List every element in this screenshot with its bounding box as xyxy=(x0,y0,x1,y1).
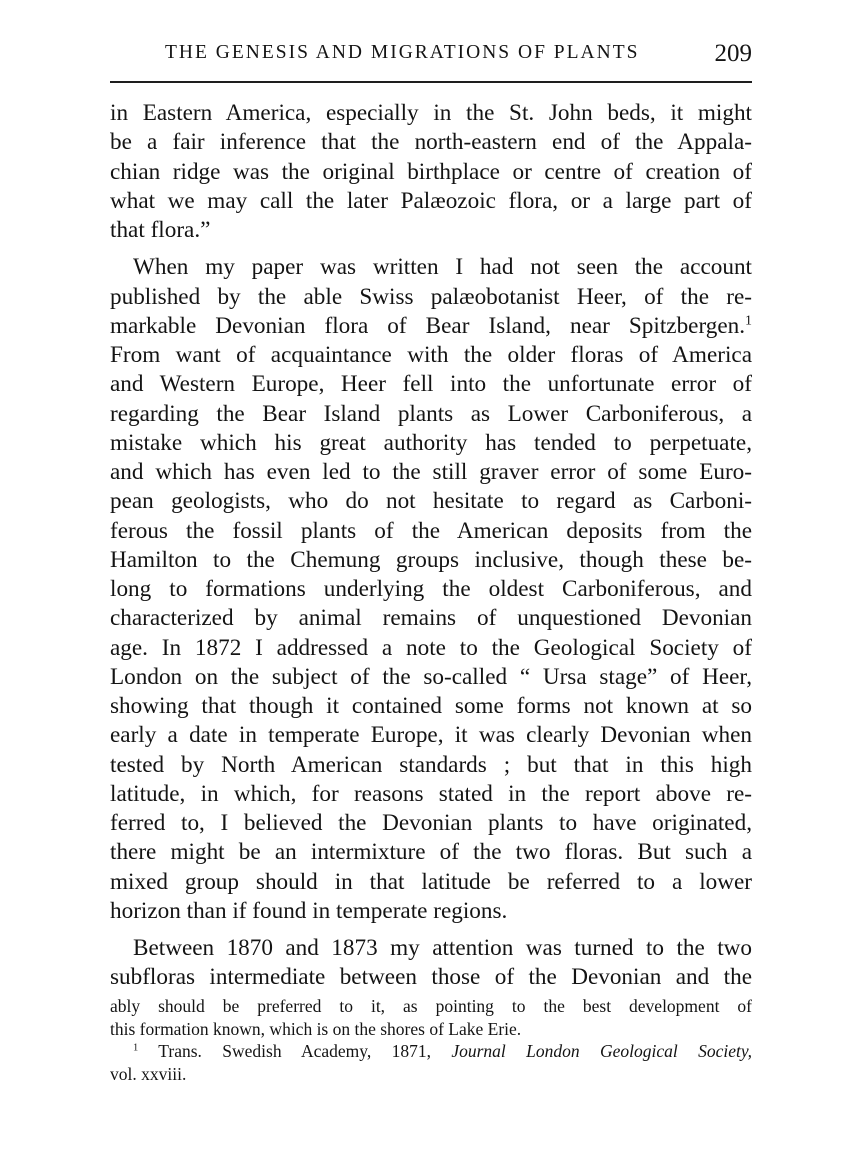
body-text xyxy=(110,99,752,993)
text-line: ferous the fossil plants of the American deposits from the xyxy=(110,517,752,544)
text-line: horizon than if found in temperate regions. xyxy=(110,897,508,924)
text-line: mixed group should in that latitude be referred to a lower xyxy=(110,868,752,895)
footnote-journal-title: Journal London Geological Society, xyxy=(451,1041,752,1061)
text-line: there might be an intermixture of the two floras. But such a xyxy=(110,839,752,866)
text-line: and Western Europe, Heer fell into the unfortunate error of xyxy=(110,371,752,398)
text-line: Between 1870 and 1873 my attention was turned to the two xyxy=(133,935,752,961)
footnote-continued-line: ably should be preferred to it, as pointing to the best development of xyxy=(110,996,752,1016)
text-line: chian ridge was the original birthplace or centre of creation of xyxy=(110,158,752,185)
running-title: THE GENESIS AND MIGRATIONS OF PLANTS xyxy=(165,42,640,63)
text-line: subfloras intermediate between those of the Devonian and the xyxy=(110,964,752,991)
text-line: and which has even led to the still graver error of some Euro- xyxy=(110,459,752,485)
text-line: published by the able Swiss palæobotanist Heer, of the re- xyxy=(110,283,752,310)
paragraph-continued xyxy=(110,99,752,245)
text-line: long to formations underlying the oldest Carboniferous, and xyxy=(110,576,752,602)
text-line: what we may call the later Palæozoic flora, or a large part of xyxy=(110,187,752,214)
text-line: age. In 1872 I addressed a note to the Geological Society of xyxy=(110,634,752,661)
paragraph-subfloras xyxy=(110,934,752,993)
text-line: showing that though it contained some forms not known at so xyxy=(110,693,752,719)
text-line: be a fair inference that the north-eastern end of the Appala- xyxy=(110,129,752,156)
text-span: markable Devonian flora of Bear Island, near Spitzbergen. xyxy=(110,312,746,339)
text-line: When my paper was written I had not seen the account xyxy=(133,254,752,281)
text-line: mistake which his great authority has tended to perpetuate, xyxy=(110,429,752,456)
text-line-with-footnote-ref xyxy=(110,312,752,341)
footnote-volume: vol. xxviii. xyxy=(110,1063,187,1084)
paragraph-heer xyxy=(110,253,752,926)
text-line: in Eastern America, especially in the St. John beds, it might xyxy=(110,100,752,126)
footnote-reference: 1 xyxy=(745,313,752,329)
text-line: that flora.” xyxy=(110,217,211,243)
footnote-marker: 1 xyxy=(133,1042,139,1054)
text-line: early a date in temperate Europe, it was clearly Devonian when xyxy=(110,722,752,749)
page-number: 209 xyxy=(714,40,752,67)
footnote-text: Trans. Swedish Academy, 1871, xyxy=(158,1041,431,1061)
text-line: Hamilton to the Chemung groups inclusive, though these be- xyxy=(110,546,752,573)
text-line: ferred to, I believed the Devonian plants to have originated, xyxy=(110,810,752,836)
text-line: tested by North American standards ; but that in this high xyxy=(110,751,752,778)
running-header xyxy=(110,42,752,72)
text-line: characterized by animal remains of unquestioned Devonian xyxy=(110,605,752,632)
header-rule xyxy=(110,81,752,83)
text-line: regarding the Bear Island plants as Lower Carboniferous, a xyxy=(110,400,752,427)
footnote-continued-line: this formation known, which is on the shores of Lake Erie. xyxy=(110,1018,522,1039)
text-line: From want of acquaintance with the older floras of America xyxy=(110,342,752,368)
text-line: latitude, in which, for reasons stated in the report above re- xyxy=(110,780,752,807)
text-line: London on the subject of the so-called “ Ursa stage” of Heer, xyxy=(110,663,752,690)
text-line: pean geologists, who do not hesitate to regard as Carboni- xyxy=(110,488,752,515)
footnotes xyxy=(110,995,752,1085)
footnote-1 xyxy=(110,1040,752,1063)
